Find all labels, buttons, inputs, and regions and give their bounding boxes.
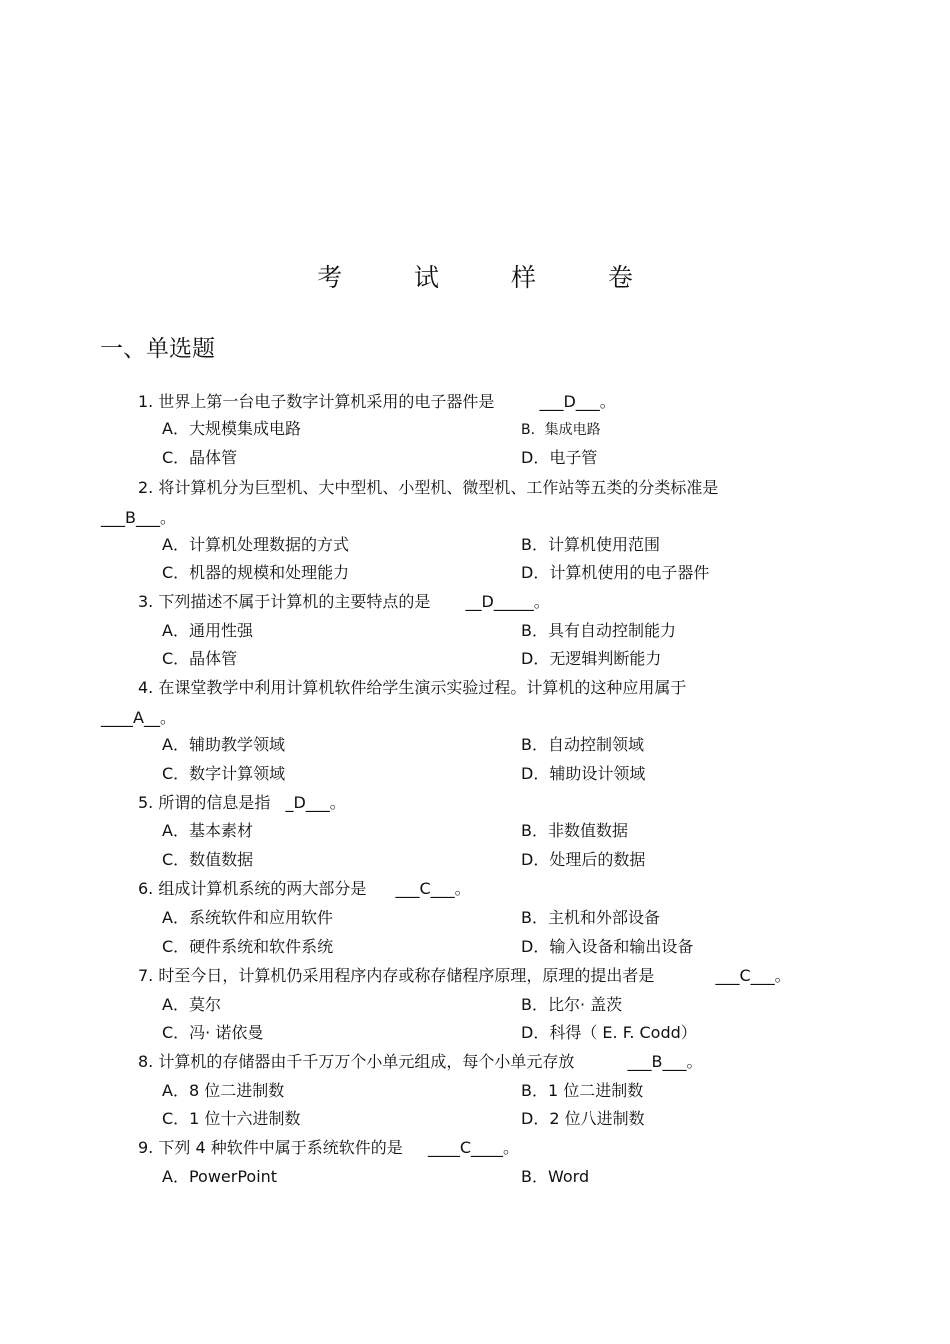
option-c: C．晶体管 bbox=[162, 649, 238, 668]
question-text: 组成计算机系统的两大部分是 bbox=[158, 879, 367, 898]
question-4 bbox=[138, 678, 686, 698]
question-number: 4. bbox=[138, 678, 154, 697]
option-b: B．比尔· 盖茨 bbox=[521, 995, 623, 1014]
option-d: D．计算机使用的电子器件 bbox=[521, 563, 710, 582]
question-text: 下列描述不属于计算机的主要特点的是 bbox=[158, 592, 431, 611]
question-2 bbox=[138, 478, 718, 498]
option-c: C．1 位十六进制数 bbox=[162, 1109, 301, 1128]
question-5 bbox=[138, 793, 346, 813]
option-b: B．具有自动控制能力 bbox=[521, 621, 676, 640]
option-a: A．辅助教学领域 bbox=[162, 735, 285, 754]
option-b: B．计算机使用范围 bbox=[521, 535, 660, 554]
option-a: A．基本素材 bbox=[162, 821, 253, 840]
question-number: 6. bbox=[138, 879, 154, 898]
option-a: A．PowerPoint bbox=[162, 1167, 278, 1186]
question-text: 计算机的存储器由千千万万个小单元组成，每个小单元存放 bbox=[158, 1052, 575, 1071]
section-heading: 一、单选题 bbox=[100, 336, 215, 362]
option-b: B．Word bbox=[521, 1167, 590, 1186]
option-c: C．冯· 诺依曼 bbox=[162, 1023, 264, 1042]
question-number: 2. bbox=[138, 478, 154, 497]
answer-blank: ____A__。 bbox=[101, 708, 176, 727]
page-title: 考 试 样 卷 bbox=[317, 263, 665, 292]
option-d: D．辅助设计领域 bbox=[521, 764, 646, 783]
answer-blank: ___D___。 bbox=[539, 392, 616, 411]
question-number: 7. bbox=[138, 966, 154, 985]
option-c: C．晶体管 bbox=[162, 448, 238, 467]
question-number: 3. bbox=[138, 592, 154, 611]
option-c: C．机器的规模和处理能力 bbox=[162, 563, 350, 582]
question-text: 世界上第一台电子数字计算机采用的电子器件是 bbox=[158, 392, 495, 411]
question-text: 下列 4 种软件中属于系统软件的是 bbox=[158, 1138, 403, 1157]
question-text: 将计算机分为巨型机、大中型机、小型机、微型机、工作站等五类的分类标准是 bbox=[158, 478, 719, 497]
option-a: A．系统软件和应用软件 bbox=[162, 908, 333, 927]
question-number: 8. bbox=[138, 1052, 154, 1071]
option-d: D．电子管 bbox=[521, 448, 598, 467]
question-8 bbox=[138, 1052, 702, 1072]
question-9 bbox=[138, 1138, 519, 1158]
answer-blank: ___C___。 bbox=[395, 879, 471, 898]
option-b: B．非数值数据 bbox=[521, 821, 628, 840]
question-3 bbox=[138, 592, 550, 612]
option-a: A．通用性强 bbox=[162, 621, 253, 640]
option-a: A．计算机处理数据的方式 bbox=[162, 535, 349, 554]
question-6 bbox=[138, 879, 471, 899]
option-d: D．输入设备和输出设备 bbox=[521, 937, 694, 956]
answer-blank: _D___。 bbox=[285, 793, 346, 812]
option-d: D．无逻辑判断能力 bbox=[521, 649, 662, 668]
answer-blank: ___B___。 bbox=[627, 1052, 703, 1071]
question-7 bbox=[138, 966, 791, 986]
question-number: 1. bbox=[138, 392, 154, 411]
option-b: B．1 位二进制数 bbox=[521, 1081, 644, 1100]
option-c: C．数值数据 bbox=[162, 850, 254, 869]
option-b: B．主机和外部设备 bbox=[521, 908, 660, 927]
question-text: 在课堂教学中利用计算机软件给学生演示实验过程。计算机的这种应用属于 bbox=[158, 678, 687, 697]
option-a: A．大规模集成电路 bbox=[162, 419, 301, 438]
option-a: A．莫尔 bbox=[162, 995, 221, 1014]
option-b: B．集成电路 bbox=[521, 422, 601, 438]
option-c: C．硬件系统和软件系统 bbox=[162, 937, 334, 956]
option-d: D．处理后的数据 bbox=[521, 850, 646, 869]
answer-blank: ____C____。 bbox=[427, 1138, 519, 1157]
question-text: 所谓的信息是指 bbox=[158, 793, 271, 812]
answer-blank: __D_____。 bbox=[465, 592, 550, 611]
option-c: C．数字计算领域 bbox=[162, 764, 286, 783]
option-a: A．8 位二进制数 bbox=[162, 1081, 285, 1100]
option-d: D．科得（ E. F. Codd） bbox=[521, 1023, 697, 1042]
question-number: 9. bbox=[138, 1138, 154, 1157]
question-number: 5. bbox=[138, 793, 154, 812]
answer-blank: ___B___。 bbox=[101, 508, 176, 527]
question-text: 时至今日，计算机仍采用程序内存或称存储程序原理，原理的提出者是 bbox=[158, 966, 655, 985]
option-d: D．2 位八进制数 bbox=[521, 1109, 645, 1128]
option-b: B．自动控制领域 bbox=[521, 735, 644, 754]
answer-blank: ___C___。 bbox=[715, 966, 791, 985]
question-1 bbox=[138, 392, 616, 412]
